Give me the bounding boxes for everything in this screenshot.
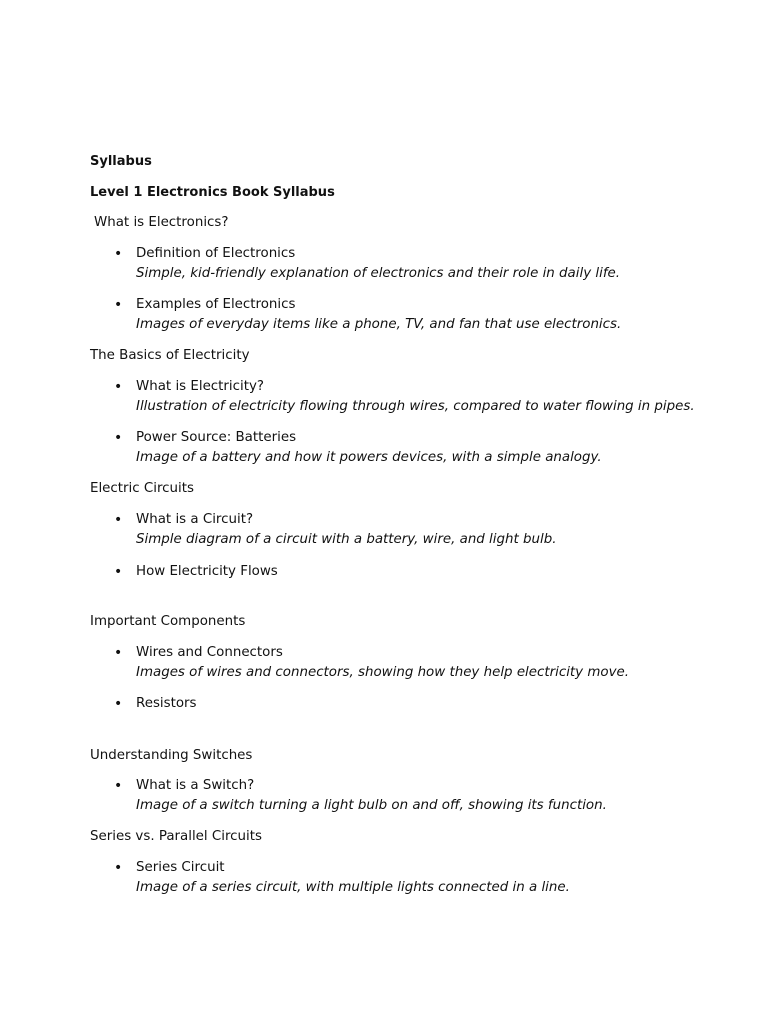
document-subtitle: Level 1 Electronics Book Syllabus <box>90 185 335 200</box>
bullet-icon: • <box>114 778 123 794</box>
list-item-description: Illustration of electricity flowing through wires, compared to water flowing in pipes. <box>136 399 695 414</box>
section-heading: Electric Circuits <box>90 481 194 496</box>
bullet-icon: • <box>114 696 123 712</box>
list-item-label: What is a Switch? <box>136 778 255 793</box>
section-heading: Understanding Switches <box>90 748 253 763</box>
list-item-description: Image of a battery and how it powers devices, with a simple analogy. <box>136 450 602 465</box>
bullet-icon: • <box>114 645 123 661</box>
list-item-description: Images of wires and connectors, showing how they help electricity move. <box>136 665 630 680</box>
list-item-description: Image of a switch turning a light bulb on and off, showing its function. <box>136 798 607 813</box>
section-heading: What is Electronics? <box>94 215 229 230</box>
list-item-label: Wires and Connectors <box>136 645 283 660</box>
document-title: Syllabus <box>90 154 152 169</box>
list-item-label: What is a Circuit? <box>136 512 254 527</box>
list-item-label: Power Source: Batteries <box>136 430 297 445</box>
bullet-icon: • <box>114 297 123 313</box>
list-item-description: Image of a series circuit, with multiple lights connected in a line. <box>136 880 570 895</box>
list-item-label: Series Circuit <box>136 860 225 875</box>
bullet-icon: • <box>114 246 123 262</box>
section-heading: Important Components <box>90 614 246 629</box>
bullet-icon: • <box>114 430 123 446</box>
bullet-icon: • <box>114 564 123 580</box>
section-heading: The Basics of Electricity <box>90 348 250 363</box>
list-item-label: Examples of Electronics <box>136 297 296 312</box>
list-item-label: Resistors <box>136 696 197 711</box>
list-item-label: What is Electricity? <box>136 379 265 394</box>
list-item-label: How Electricity Flows <box>136 564 278 579</box>
section-heading: Series vs. Parallel Circuits <box>90 829 262 844</box>
list-item-description: Simple, kid-friendly explanation of electronics and their role in daily life. <box>136 266 621 281</box>
list-item-description: Simple diagram of a circuit with a battery, wire, and light bulb. <box>136 532 557 547</box>
bullet-icon: • <box>114 512 123 528</box>
list-item-description: Images of everyday items like a phone, TV, and fan that use electronics. <box>136 317 622 332</box>
list-item-label: Definition of Electronics <box>136 246 296 261</box>
bullet-icon: • <box>114 379 123 395</box>
bullet-icon: • <box>114 860 123 876</box>
